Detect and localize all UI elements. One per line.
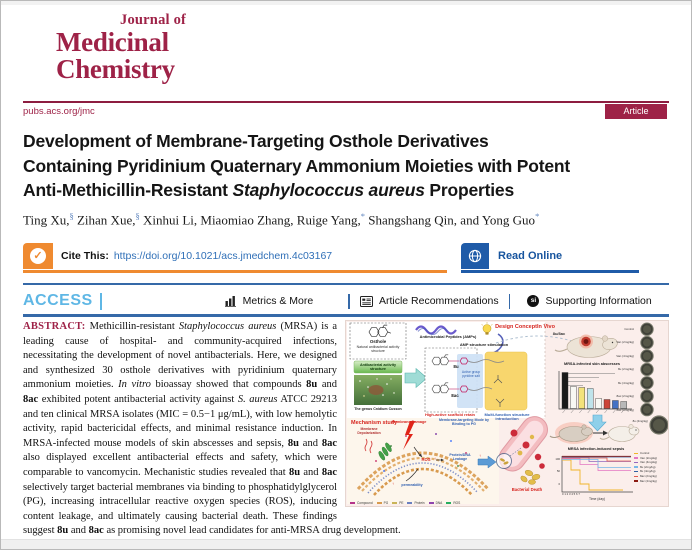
survival-y-ticks: 100 50 0 bbox=[555, 457, 560, 486]
leakage-up-arrow: ↑ bbox=[479, 453, 481, 458]
read-online-button[interactable] bbox=[461, 241, 639, 273]
title-line3: Anti-Methicillin-Resistant Staphylococcus aureus Properties bbox=[23, 180, 514, 200]
metrics-and-more-link[interactable]: Metrics & More bbox=[190, 295, 349, 307]
affiliation-mark: § bbox=[69, 211, 74, 221]
survival-x-ticks: 0 1 2 3 4 5 6 7 bbox=[562, 491, 580, 496]
journal-logo bbox=[56, 12, 186, 83]
title-line1: Development of Membrane-Targeting Osthole Derivatives bbox=[23, 131, 489, 151]
figure-label-membrane-damage: Membrane Damage bbox=[391, 420, 427, 424]
figure-label-high-active: High-active scaffold retain bbox=[424, 411, 475, 417]
document-icon bbox=[360, 296, 373, 307]
figure-label-8u: 8u bbox=[453, 364, 459, 369]
figure-label-amps: Antimicrobial Peptides (AMPs) bbox=[419, 334, 477, 339]
figure-label-sepsis-caption: MRSA infection-induced sepsis bbox=[567, 446, 625, 451]
survival-legend: Control Van (2mg/kg) Van (4mg/kg) 8u (2mg/kg) 8u (4mg/kg) 8ac (2mg/kg) 8ac (4mg/kg) bbox=[634, 451, 668, 483]
cite-this-bar[interactable] bbox=[23, 241, 447, 273]
figure-label-8ac: 8ac bbox=[451, 393, 459, 398]
access-divider bbox=[100, 293, 103, 310]
page-edge-bottom bbox=[1, 539, 691, 549]
journal-logo-name1: Medicinal bbox=[56, 27, 169, 57]
article-title bbox=[23, 129, 669, 203]
figure-label-osthole-desc: Natural antibacterial activity structure bbox=[356, 345, 400, 354]
figure-label-permeability: permeability bbox=[401, 483, 423, 487]
si-icon: si bbox=[527, 295, 539, 307]
figure-label-antibacterial-structure: Antibacterial activity structure bbox=[359, 362, 397, 371]
page-edge-top bbox=[1, 1, 691, 5]
section-divider bbox=[23, 283, 669, 285]
figure-label-multi-function: Multi-function structure introduction bbox=[484, 411, 530, 422]
figure-label-membrane-depolarization: Membrane Depolarization bbox=[357, 427, 381, 436]
supporting-information-link[interactable]: si Supporting Information bbox=[510, 295, 669, 307]
figure-label-mechanism-study: Mechanism study bbox=[351, 420, 398, 426]
figure-label-membrane-targeting: Membrane-targeting Mode by Binding to PG bbox=[438, 418, 490, 427]
affiliation-mark: § bbox=[135, 211, 140, 221]
article-recommendations-link[interactable]: Article Recommendations bbox=[350, 295, 509, 307]
figure-label-time-axis: Time (day) bbox=[588, 497, 606, 501]
article-type-badge: Article bbox=[605, 104, 667, 119]
graphical-abstract bbox=[345, 320, 669, 507]
journal-site-link[interactable]: pubs.acs.org/jmc bbox=[23, 106, 95, 117]
corresponding-mark: * bbox=[535, 211, 540, 221]
globe-icon bbox=[461, 243, 489, 269]
figure-label-leakage: Protein/DNA Leakage bbox=[449, 453, 471, 462]
author-list: Ting Xu,§ Zihan Xue,§ Xinhui Li, Miaomiao Zhang, Ruige Yang,* Shangshang Qin, and Yong Guo* bbox=[23, 211, 540, 228]
figure-label-active-group: Active group pyridine salt bbox=[461, 370, 481, 378]
read-online-label: Read Online bbox=[498, 249, 563, 262]
figure-label-amp-simulation: AMP structure stimulation bbox=[459, 341, 509, 347]
figure-label-8u-8ac: 8u/8ac bbox=[552, 331, 566, 336]
cite-this-label: Cite This: bbox=[61, 249, 109, 262]
abstract-section bbox=[23, 320, 669, 539]
abstract-text: Methicillin-resistant Staphylococcus aureus (MRSA) is a leading cause of hospital- and community-acquired infections, necessitating the development of novel antibacterials. Here, we designed and synthesized 30 osthole derivatives with pyridinium quaternary ammonium moieties. In vitro bioassay showed that compounds 8u and 8ac exhibited potent antibacterial activity against S. aureus ATCC 29213 and ten clinical MRSA isolates (MIC = 0.5−1 μg/mL), with low hemolytic activity, rapid bactericidal effects, and minimal resistance induction. In MRSA-infected mouse models of skin abscesses and sepsis, 8u and 8ac also displayed excellent antibacterial effects and safety, which were comparable to vancomycin. Mechanistic studies revealed that 8u and 8ac selectively target bacterial membranes via binding to phosphatidylglycerol (PG), increasing intracellular reactive oxygen species (ROS), inducing content leakage, and ultimately causing bacterial death. These findings suggest 8u and 8ac as promising novel lead candidates for anti-MRSA drug development. bbox=[23, 321, 401, 537]
cite-check-icon: ✓ bbox=[23, 243, 53, 269]
corresponding-mark: * bbox=[360, 211, 365, 221]
permeability-up-arrow: ↑ bbox=[392, 481, 394, 486]
abstract-label: ABSTRACT: bbox=[23, 321, 86, 332]
access-label: ACCESS bbox=[23, 292, 93, 309]
journal-logo-name2: Chemistry bbox=[56, 54, 175, 84]
journal-logo-prefix: Journal of bbox=[120, 12, 187, 28]
petri-dish-labels: Control Van (2mg/kg) Van (4mg/kg) 8u (2mg/kg) 8u (4mg/kg) 8ac (2mg/kg) 8ac (4mg/kg) bbox=[616, 326, 634, 412]
mechanism-legend: Compound PG PE Protein DNA ROS bbox=[350, 496, 500, 511]
figure-label-design-concept: Design Concept bbox=[495, 324, 537, 330]
access-toolbar bbox=[23, 288, 669, 317]
figure-label-in-vivo: In Vivo bbox=[537, 324, 555, 330]
bar-chart-icon bbox=[225, 296, 237, 307]
header-rule bbox=[23, 101, 669, 103]
figure-label-osthole: Osthole bbox=[369, 339, 387, 344]
title-line2: Containing Pyridinium Quaternary Ammonium Moieties with Potent bbox=[23, 155, 570, 176]
figure-label-skin-caption: MRSA-infected skin abscesses bbox=[564, 362, 620, 366]
figure-label-bacterial-death: Bacterial Death bbox=[511, 487, 543, 492]
ros-up-arrow: ↑ bbox=[434, 456, 436, 461]
figure-label-ros: ROS bbox=[421, 457, 431, 462]
doi-link[interactable]: https://doi.org/10.1021/acs.jmedchem.4c03167 bbox=[113, 249, 333, 262]
citation-bar bbox=[23, 241, 669, 273]
figure-label-genus-caption: The genus Cnidium Cusson bbox=[354, 407, 402, 411]
figure-label-extra-dish: 8u (4mg/kg) bbox=[632, 419, 648, 423]
